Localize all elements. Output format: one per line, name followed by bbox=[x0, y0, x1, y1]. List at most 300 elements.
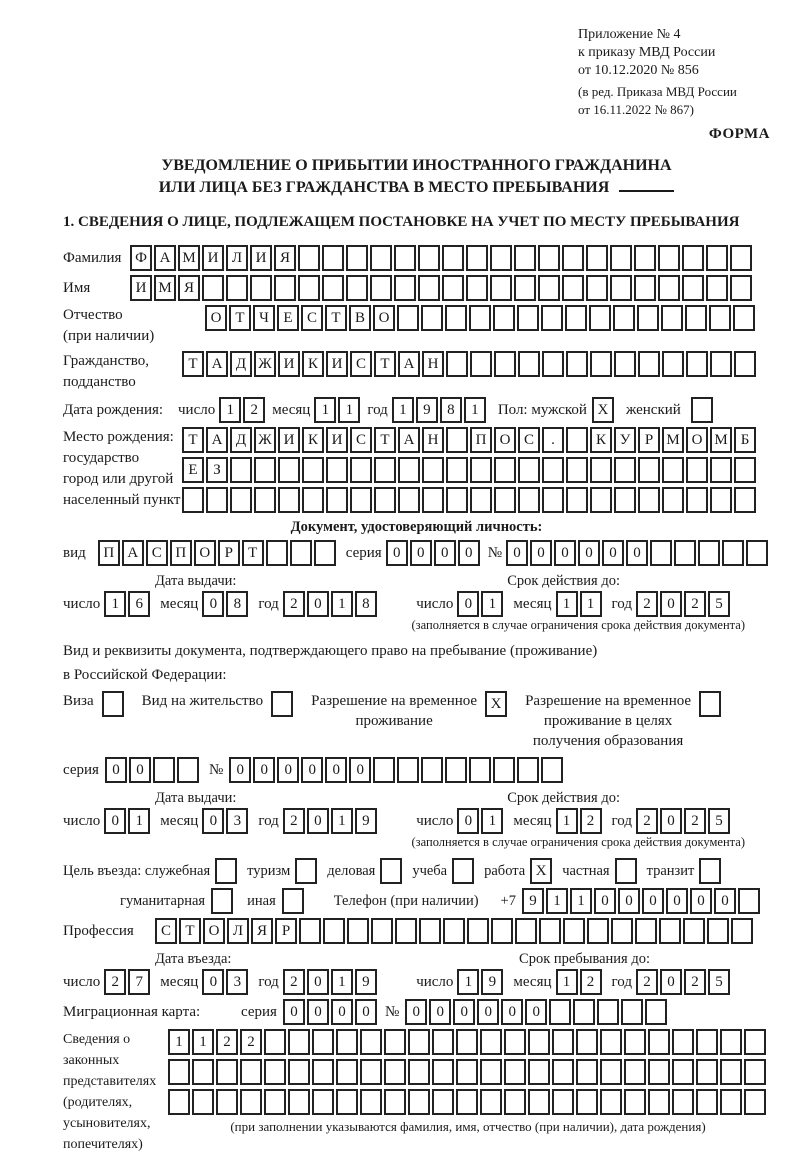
form-cell[interactable] bbox=[445, 305, 467, 331]
form-cell[interactable] bbox=[350, 457, 372, 483]
form-cell[interactable] bbox=[648, 1089, 670, 1115]
form-cell[interactable]: М bbox=[154, 275, 176, 301]
form-cell[interactable] bbox=[710, 457, 732, 483]
form-cell[interactable] bbox=[610, 275, 632, 301]
form-cell[interactable]: Л bbox=[226, 245, 248, 271]
form-cell[interactable] bbox=[422, 457, 444, 483]
form-cell[interactable]: Н bbox=[422, 351, 444, 377]
form-cell[interactable]: 0 bbox=[349, 757, 371, 783]
form-cell[interactable]: 0 bbox=[666, 888, 688, 914]
form-cell[interactable] bbox=[621, 999, 643, 1025]
form-cell[interactable] bbox=[278, 487, 300, 513]
form-cell[interactable]: 0 bbox=[202, 808, 224, 834]
form-cell[interactable] bbox=[467, 918, 489, 944]
form-cell[interactable]: С bbox=[518, 427, 540, 453]
form-cell[interactable] bbox=[744, 1059, 766, 1085]
form-cell[interactable] bbox=[539, 918, 561, 944]
form-cell[interactable] bbox=[230, 457, 252, 483]
form-cell[interactable] bbox=[408, 1029, 430, 1055]
form-cell[interactable]: 0 bbox=[202, 591, 224, 617]
form-cell[interactable]: 0 bbox=[307, 808, 329, 834]
form-cell[interactable]: И bbox=[202, 245, 224, 271]
form-cell[interactable] bbox=[192, 1089, 214, 1115]
form-cell[interactable] bbox=[384, 1029, 406, 1055]
form-cell[interactable]: А bbox=[122, 540, 144, 566]
form-cell[interactable] bbox=[538, 245, 560, 271]
form-cell[interactable] bbox=[418, 275, 440, 301]
form-cell[interactable]: 1 bbox=[556, 591, 578, 617]
form-cell[interactable]: 0 bbox=[554, 540, 576, 566]
form-cell[interactable] bbox=[398, 487, 420, 513]
form-cell[interactable]: 0 bbox=[229, 757, 251, 783]
form-cell[interactable] bbox=[480, 1029, 502, 1055]
form-cell[interactable]: Т bbox=[182, 351, 204, 377]
form-cell[interactable] bbox=[371, 918, 393, 944]
form-cell[interactable]: Д bbox=[230, 427, 252, 453]
form-cell[interactable]: 0 bbox=[283, 999, 305, 1025]
form-cell[interactable]: 2 bbox=[283, 808, 305, 834]
form-cell[interactable] bbox=[360, 1089, 382, 1115]
form-cell[interactable] bbox=[480, 1059, 502, 1085]
form-cell[interactable]: Е bbox=[277, 305, 299, 331]
form-cell[interactable] bbox=[744, 1029, 766, 1055]
form-cell[interactable]: 5 bbox=[708, 808, 730, 834]
form-cell[interactable]: 1 bbox=[457, 969, 479, 995]
form-cell[interactable]: М bbox=[178, 245, 200, 271]
form-cell[interactable] bbox=[470, 351, 492, 377]
form-cell[interactable]: Р bbox=[218, 540, 240, 566]
form-cell[interactable] bbox=[504, 1059, 526, 1085]
form-cell[interactable] bbox=[394, 245, 416, 271]
form-cell[interactable]: 0 bbox=[690, 888, 712, 914]
form-cell[interactable]: У bbox=[614, 427, 636, 453]
form-cell[interactable]: А bbox=[154, 245, 176, 271]
form-cell[interactable] bbox=[586, 275, 608, 301]
form-cell[interactable] bbox=[624, 1059, 646, 1085]
form-cell[interactable] bbox=[645, 999, 667, 1025]
form-cell[interactable] bbox=[738, 888, 760, 914]
form-cell[interactable] bbox=[360, 1059, 382, 1085]
form-cell[interactable]: 8 bbox=[226, 591, 248, 617]
form-cell[interactable]: 2 bbox=[684, 969, 706, 995]
form-cell[interactable] bbox=[562, 275, 584, 301]
form-cell[interactable]: 2 bbox=[240, 1029, 262, 1055]
form-cell[interactable] bbox=[302, 487, 324, 513]
form-cell[interactable]: 1 bbox=[580, 591, 602, 617]
form-cell[interactable]: 0 bbox=[129, 757, 151, 783]
form-cell[interactable] bbox=[446, 487, 468, 513]
form-cell[interactable] bbox=[494, 457, 516, 483]
form-cell[interactable]: X bbox=[592, 397, 614, 423]
form-cell[interactable] bbox=[562, 245, 584, 271]
form-cell[interactable]: 1 bbox=[481, 808, 503, 834]
form-cell[interactable] bbox=[466, 245, 488, 271]
form-cell[interactable]: С bbox=[146, 540, 168, 566]
form-cell[interactable] bbox=[264, 1029, 286, 1055]
form-cell[interactable] bbox=[683, 918, 705, 944]
form-cell[interactable]: 9 bbox=[355, 969, 377, 995]
form-cell[interactable] bbox=[456, 1029, 478, 1055]
form-cell[interactable]: 1 bbox=[331, 808, 353, 834]
form-cell[interactable]: 2 bbox=[580, 969, 602, 995]
form-cell[interactable] bbox=[566, 351, 588, 377]
form-cell[interactable] bbox=[710, 351, 732, 377]
form-cell[interactable] bbox=[346, 275, 368, 301]
form-cell[interactable] bbox=[326, 457, 348, 483]
form-cell[interactable] bbox=[573, 999, 595, 1025]
form-cell[interactable]: И bbox=[278, 351, 300, 377]
form-cell[interactable]: И bbox=[326, 427, 348, 453]
form-cell[interactable] bbox=[491, 918, 513, 944]
form-cell[interactable] bbox=[613, 305, 635, 331]
form-cell[interactable] bbox=[421, 757, 443, 783]
form-cell[interactable] bbox=[408, 1089, 430, 1115]
form-cell[interactable]: 2 bbox=[104, 969, 126, 995]
form-cell[interactable] bbox=[600, 1089, 622, 1115]
form-cell[interactable]: 5 bbox=[708, 969, 730, 995]
form-cell[interactable] bbox=[215, 858, 237, 884]
form-cell[interactable] bbox=[691, 397, 713, 423]
form-cell[interactable]: 2 bbox=[283, 969, 305, 995]
form-cell[interactable]: 0 bbox=[453, 999, 475, 1025]
form-cell[interactable]: 0 bbox=[331, 999, 353, 1025]
form-cell[interactable] bbox=[635, 918, 657, 944]
form-cell[interactable] bbox=[538, 275, 560, 301]
form-cell[interactable] bbox=[202, 275, 224, 301]
form-cell[interactable]: 0 bbox=[594, 888, 616, 914]
form-cell[interactable] bbox=[216, 1089, 238, 1115]
form-cell[interactable] bbox=[686, 457, 708, 483]
form-cell[interactable] bbox=[298, 245, 320, 271]
form-cell[interactable]: П bbox=[170, 540, 192, 566]
form-cell[interactable] bbox=[266, 540, 288, 566]
form-cell[interactable] bbox=[730, 245, 752, 271]
form-cell[interactable] bbox=[610, 245, 632, 271]
form-cell[interactable] bbox=[586, 245, 608, 271]
form-cell[interactable]: 2 bbox=[580, 808, 602, 834]
form-cell[interactable] bbox=[638, 351, 660, 377]
form-cell[interactable]: 0 bbox=[501, 999, 523, 1025]
form-cell[interactable]: 1 bbox=[556, 808, 578, 834]
form-cell[interactable] bbox=[589, 305, 611, 331]
form-cell[interactable]: Я bbox=[274, 245, 296, 271]
form-cell[interactable]: Р bbox=[638, 427, 660, 453]
form-cell[interactable] bbox=[720, 1029, 742, 1055]
form-cell[interactable] bbox=[432, 1089, 454, 1115]
form-cell[interactable]: С bbox=[301, 305, 323, 331]
form-cell[interactable]: 0 bbox=[277, 757, 299, 783]
form-cell[interactable] bbox=[168, 1089, 190, 1115]
form-cell[interactable] bbox=[264, 1059, 286, 1085]
form-cell[interactable] bbox=[624, 1029, 646, 1055]
form-cell[interactable] bbox=[102, 691, 124, 717]
form-cell[interactable]: 0 bbox=[660, 969, 682, 995]
form-cell[interactable] bbox=[419, 918, 441, 944]
form-cell[interactable] bbox=[288, 1059, 310, 1085]
form-cell[interactable] bbox=[322, 245, 344, 271]
form-cell[interactable] bbox=[271, 691, 293, 717]
form-cell[interactable]: 1 bbox=[331, 591, 353, 617]
form-cell[interactable] bbox=[659, 918, 681, 944]
form-cell[interactable] bbox=[470, 457, 492, 483]
form-cell[interactable] bbox=[456, 1059, 478, 1085]
form-cell[interactable] bbox=[312, 1059, 334, 1085]
form-cell[interactable] bbox=[614, 487, 636, 513]
form-cell[interactable]: И bbox=[250, 245, 272, 271]
form-cell[interactable]: 0 bbox=[301, 757, 323, 783]
form-cell[interactable]: 0 bbox=[530, 540, 552, 566]
form-cell[interactable] bbox=[395, 918, 417, 944]
form-cell[interactable]: С bbox=[350, 351, 372, 377]
form-cell[interactable] bbox=[746, 540, 768, 566]
form-cell[interactable]: 2 bbox=[684, 808, 706, 834]
form-cell[interactable] bbox=[590, 457, 612, 483]
form-cell[interactable] bbox=[733, 305, 755, 331]
form-cell[interactable] bbox=[637, 305, 659, 331]
form-cell[interactable]: А bbox=[206, 427, 228, 453]
form-cell[interactable] bbox=[288, 1029, 310, 1055]
form-cell[interactable]: Л bbox=[227, 918, 249, 944]
form-cell[interactable] bbox=[731, 918, 753, 944]
form-cell[interactable] bbox=[192, 1059, 214, 1085]
form-cell[interactable] bbox=[168, 1059, 190, 1085]
form-cell[interactable]: М bbox=[662, 427, 684, 453]
form-cell[interactable] bbox=[206, 487, 228, 513]
form-cell[interactable] bbox=[394, 275, 416, 301]
form-cell[interactable]: 8 bbox=[355, 591, 377, 617]
form-cell[interactable]: 1 bbox=[338, 397, 360, 423]
form-cell[interactable] bbox=[421, 305, 443, 331]
form-cell[interactable] bbox=[312, 1089, 334, 1115]
form-cell[interactable] bbox=[720, 1059, 742, 1085]
form-cell[interactable]: 1 bbox=[481, 591, 503, 617]
form-cell[interactable]: 1 bbox=[219, 397, 241, 423]
form-cell[interactable] bbox=[493, 757, 515, 783]
form-cell[interactable] bbox=[734, 487, 756, 513]
form-cell[interactable] bbox=[549, 999, 571, 1025]
form-cell[interactable] bbox=[493, 305, 515, 331]
form-cell[interactable] bbox=[720, 1089, 742, 1115]
form-cell[interactable] bbox=[446, 457, 468, 483]
form-cell[interactable] bbox=[638, 487, 660, 513]
form-cell[interactable] bbox=[374, 457, 396, 483]
form-cell[interactable] bbox=[452, 858, 474, 884]
form-cell[interactable] bbox=[326, 487, 348, 513]
form-cell[interactable]: К bbox=[302, 427, 324, 453]
form-cell[interactable] bbox=[226, 275, 248, 301]
form-cell[interactable]: 0 bbox=[506, 540, 528, 566]
form-cell[interactable]: 2 bbox=[636, 969, 658, 995]
form-cell[interactable]: 0 bbox=[626, 540, 648, 566]
form-cell[interactable] bbox=[734, 457, 756, 483]
form-cell[interactable]: 0 bbox=[525, 999, 547, 1025]
form-cell[interactable] bbox=[442, 245, 464, 271]
form-cell[interactable]: 0 bbox=[458, 540, 480, 566]
form-cell[interactable] bbox=[600, 1059, 622, 1085]
form-cell[interactable]: 7 bbox=[128, 969, 150, 995]
form-cell[interactable]: 0 bbox=[429, 999, 451, 1025]
form-cell[interactable]: И bbox=[130, 275, 152, 301]
form-cell[interactable] bbox=[658, 275, 680, 301]
form-cell[interactable]: 0 bbox=[253, 757, 275, 783]
form-cell[interactable]: 0 bbox=[457, 591, 479, 617]
form-cell[interactable] bbox=[240, 1089, 262, 1115]
form-cell[interactable] bbox=[515, 918, 537, 944]
form-cell[interactable] bbox=[710, 487, 732, 513]
form-cell[interactable]: А bbox=[398, 351, 420, 377]
form-cell[interactable]: З bbox=[206, 457, 228, 483]
form-cell[interactable]: 9 bbox=[522, 888, 544, 914]
form-cell[interactable] bbox=[552, 1029, 574, 1055]
form-cell[interactable] bbox=[565, 305, 587, 331]
form-cell[interactable] bbox=[347, 918, 369, 944]
form-cell[interactable]: 1 bbox=[104, 591, 126, 617]
form-cell[interactable] bbox=[706, 245, 728, 271]
form-cell[interactable] bbox=[744, 1089, 766, 1115]
form-cell[interactable]: Т bbox=[374, 351, 396, 377]
form-cell[interactable] bbox=[658, 245, 680, 271]
form-cell[interactable]: Ж bbox=[254, 351, 276, 377]
form-cell[interactable]: . bbox=[542, 427, 564, 453]
form-cell[interactable]: 0 bbox=[307, 591, 329, 617]
form-cell[interactable] bbox=[490, 275, 512, 301]
form-cell[interactable]: 0 bbox=[105, 757, 127, 783]
form-cell[interactable] bbox=[380, 858, 402, 884]
form-cell[interactable] bbox=[336, 1089, 358, 1115]
form-cell[interactable]: 2 bbox=[636, 591, 658, 617]
form-cell[interactable]: 0 bbox=[714, 888, 736, 914]
form-cell[interactable]: О bbox=[203, 918, 225, 944]
form-cell[interactable]: 0 bbox=[642, 888, 664, 914]
form-cell[interactable] bbox=[722, 540, 744, 566]
form-cell[interactable] bbox=[566, 487, 588, 513]
form-cell[interactable]: 0 bbox=[434, 540, 456, 566]
form-cell[interactable]: 9 bbox=[416, 397, 438, 423]
form-cell[interactable] bbox=[360, 1029, 382, 1055]
form-cell[interactable] bbox=[624, 1089, 646, 1115]
form-cell[interactable] bbox=[662, 487, 684, 513]
form-cell[interactable] bbox=[494, 351, 516, 377]
form-cell[interactable]: Н bbox=[422, 427, 444, 453]
form-cell[interactable] bbox=[686, 351, 708, 377]
form-cell[interactable] bbox=[528, 1059, 550, 1085]
form-cell[interactable] bbox=[541, 305, 563, 331]
form-cell[interactable]: 9 bbox=[481, 969, 503, 995]
form-cell[interactable] bbox=[682, 245, 704, 271]
form-cell[interactable]: Ж bbox=[254, 427, 276, 453]
form-cell[interactable] bbox=[707, 918, 729, 944]
form-cell[interactable]: К bbox=[302, 351, 324, 377]
form-cell[interactable] bbox=[504, 1089, 526, 1115]
form-cell[interactable]: Т bbox=[374, 427, 396, 453]
form-cell[interactable] bbox=[552, 1059, 574, 1085]
form-cell[interactable]: О bbox=[494, 427, 516, 453]
form-cell[interactable] bbox=[290, 540, 312, 566]
form-cell[interactable] bbox=[480, 1089, 502, 1115]
form-cell[interactable] bbox=[370, 275, 392, 301]
form-cell[interactable]: Я bbox=[178, 275, 200, 301]
form-cell[interactable] bbox=[397, 757, 419, 783]
form-cell[interactable] bbox=[350, 487, 372, 513]
form-cell[interactable] bbox=[514, 275, 536, 301]
form-cell[interactable] bbox=[615, 858, 637, 884]
form-cell[interactable]: Б bbox=[734, 427, 756, 453]
form-cell[interactable] bbox=[698, 540, 720, 566]
form-cell[interactable] bbox=[250, 275, 272, 301]
form-cell[interactable] bbox=[384, 1059, 406, 1085]
form-cell[interactable] bbox=[672, 1029, 694, 1055]
form-cell[interactable] bbox=[576, 1089, 598, 1115]
form-cell[interactable] bbox=[298, 275, 320, 301]
form-cell[interactable]: 0 bbox=[578, 540, 600, 566]
form-cell[interactable] bbox=[597, 999, 619, 1025]
form-cell[interactable] bbox=[469, 305, 491, 331]
form-cell[interactable]: 3 bbox=[226, 969, 248, 995]
form-cell[interactable]: 6 bbox=[128, 591, 150, 617]
form-cell[interactable]: 0 bbox=[457, 808, 479, 834]
form-cell[interactable] bbox=[674, 540, 696, 566]
form-cell[interactable] bbox=[282, 888, 304, 914]
form-cell[interactable] bbox=[182, 487, 204, 513]
form-cell[interactable] bbox=[672, 1089, 694, 1115]
form-cell[interactable] bbox=[446, 427, 468, 453]
form-cell[interactable]: Т bbox=[242, 540, 264, 566]
form-cell[interactable] bbox=[634, 275, 656, 301]
form-cell[interactable] bbox=[706, 275, 728, 301]
form-cell[interactable]: 2 bbox=[684, 591, 706, 617]
form-cell[interactable] bbox=[470, 487, 492, 513]
form-cell[interactable] bbox=[709, 305, 731, 331]
form-cell[interactable]: О bbox=[686, 427, 708, 453]
form-cell[interactable]: П bbox=[470, 427, 492, 453]
form-cell[interactable]: 1 bbox=[546, 888, 568, 914]
form-cell[interactable]: 0 bbox=[307, 999, 329, 1025]
form-cell[interactable] bbox=[456, 1089, 478, 1115]
form-cell[interactable]: 0 bbox=[410, 540, 432, 566]
form-cell[interactable] bbox=[552, 1089, 574, 1115]
form-cell[interactable] bbox=[408, 1059, 430, 1085]
form-cell[interactable] bbox=[517, 305, 539, 331]
form-cell[interactable] bbox=[446, 351, 468, 377]
form-cell[interactable] bbox=[336, 1059, 358, 1085]
form-cell[interactable]: 1 bbox=[464, 397, 486, 423]
form-cell[interactable]: Т bbox=[325, 305, 347, 331]
form-cell[interactable] bbox=[442, 275, 464, 301]
form-cell[interactable] bbox=[177, 757, 199, 783]
form-cell[interactable] bbox=[373, 757, 395, 783]
form-cell[interactable]: 1 bbox=[392, 397, 414, 423]
form-cell[interactable]: О bbox=[373, 305, 395, 331]
form-cell[interactable]: 9 bbox=[355, 808, 377, 834]
form-cell[interactable] bbox=[542, 351, 564, 377]
form-cell[interactable] bbox=[600, 1029, 622, 1055]
form-cell[interactable] bbox=[686, 487, 708, 513]
form-cell[interactable] bbox=[432, 1029, 454, 1055]
form-cell[interactable] bbox=[542, 457, 564, 483]
form-cell[interactable] bbox=[288, 1089, 310, 1115]
form-cell[interactable] bbox=[504, 1029, 526, 1055]
form-cell[interactable] bbox=[466, 275, 488, 301]
form-cell[interactable] bbox=[230, 487, 252, 513]
form-cell[interactable]: И bbox=[278, 427, 300, 453]
form-cell[interactable]: О bbox=[205, 305, 227, 331]
form-cell[interactable]: 8 bbox=[440, 397, 462, 423]
form-cell[interactable]: X bbox=[485, 691, 507, 717]
form-cell[interactable] bbox=[254, 487, 276, 513]
form-cell[interactable]: Е bbox=[182, 457, 204, 483]
form-cell[interactable]: Т bbox=[179, 918, 201, 944]
form-cell[interactable] bbox=[314, 540, 336, 566]
